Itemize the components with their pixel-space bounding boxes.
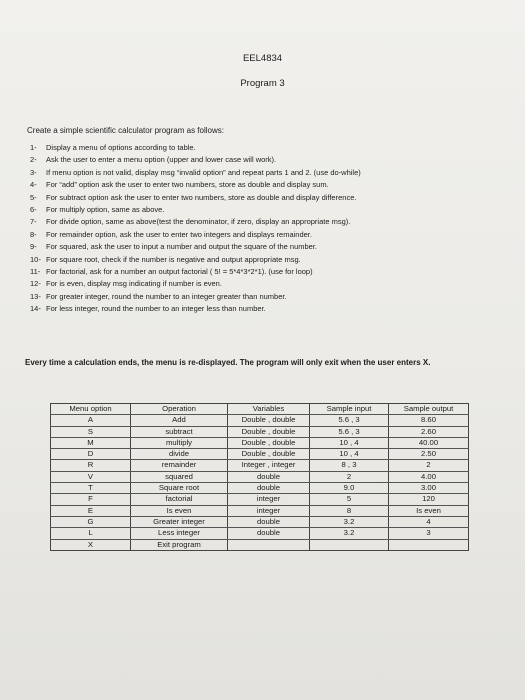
table-cell: 2 (389, 460, 469, 471)
table-cell: 10 , 4 (310, 449, 389, 460)
list-item (30, 142, 361, 154)
table-cell: V (51, 471, 131, 482)
table-row (51, 494, 469, 505)
list-item-text: For multiply option, same as above. (46, 205, 165, 215)
list-item-text: For subtract option ask the user to enter two numbers, store as double and display difference. (46, 192, 357, 202)
table-cell: 4.00 (389, 471, 469, 482)
table-cell: Less integer (131, 528, 228, 539)
column-header: Variables (228, 404, 310, 415)
table-row (51, 471, 469, 482)
list-item-number: 4- (30, 180, 37, 190)
list-item-text: For greater integer, round the number to an integer greater than number. (46, 291, 287, 301)
table-cell: E (51, 505, 131, 516)
table-cell: Double , double (228, 415, 310, 426)
list-item (30, 278, 361, 290)
table-cell: divide (131, 449, 228, 460)
table-cell: subtract (131, 426, 228, 437)
table-cell: A (51, 415, 131, 426)
list-item (30, 179, 361, 191)
table-cell: double (228, 471, 310, 482)
table-cell: T (51, 483, 131, 494)
table-cell (389, 539, 469, 550)
list-item-text: For square root, check if the number is negative and output appropriate msg. (46, 254, 301, 264)
table-cell: S (51, 426, 131, 437)
table-cell: double (228, 483, 310, 494)
list-item-number: 8- (30, 229, 37, 239)
table-cell: Double , double (228, 449, 310, 460)
list-item (30, 154, 361, 166)
list-item-number: 7- (30, 217, 37, 227)
list-item-number: 5- (30, 192, 37, 202)
table-cell: 3.00 (389, 483, 469, 494)
table-cell (310, 539, 389, 550)
list-item-number: 10- (30, 254, 41, 264)
menu-note: Every time a calculation ends, the menu is re-displayed. The program will only exit when the user enters X. (25, 358, 431, 367)
table-cell: Is even (389, 505, 469, 516)
requirements-list (30, 142, 361, 316)
list-item (30, 291, 361, 303)
table-cell: 5.6 , 3 (310, 415, 389, 426)
list-item-text: For factorial, ask for a number an output factorial ( 5! = 5*4*3*2*1). (use for loop) (46, 267, 313, 277)
list-item (30, 229, 361, 241)
table-row (51, 516, 469, 527)
table-cell: Double , double (228, 437, 310, 448)
table-cell: 8 , 3 (310, 460, 389, 471)
list-item-number: 13- (30, 291, 41, 301)
table-cell: 8 (310, 505, 389, 516)
table-row (51, 505, 469, 516)
table-cell: 10 , 4 (310, 437, 389, 448)
list-item (30, 303, 361, 315)
table-row (51, 539, 469, 550)
list-item-text: Display a menu of options according to table. (46, 143, 196, 152)
column-header: Sample input (310, 404, 389, 415)
table-cell: Is even (131, 505, 228, 516)
table-cell: L (51, 528, 131, 539)
table-cell: integer (228, 505, 310, 516)
table-body (51, 415, 469, 551)
table-cell: G (51, 516, 131, 527)
list-item-number: 11- (30, 267, 41, 277)
table-cell: 2.60 (389, 426, 469, 437)
table-cell: 9.0 (310, 483, 389, 494)
table-cell: F (51, 494, 131, 505)
table-cell: remainder (131, 460, 228, 471)
table-cell: 8.60 (389, 415, 469, 426)
table-cell: D (51, 449, 131, 460)
intro-text: Create a simple scientific calculator program as follows: (27, 126, 224, 135)
list-item-text: For “add” option ask the user to enter two numbers, store as double and display sum. (46, 180, 329, 190)
list-item-number: 14- (30, 304, 41, 314)
table-cell: 3 (389, 528, 469, 539)
table-cell: 4 (389, 516, 469, 527)
table-cell (228, 539, 310, 550)
table-row (51, 449, 469, 460)
table-cell: 5 (310, 494, 389, 505)
list-item-number: 12- (30, 279, 41, 289)
list-item-number: 6- (30, 205, 37, 215)
list-item-text: For squared, ask the user to input a number and output the square of the number. (46, 242, 318, 252)
list-item-text: If menu option is not valid, display msg “invalid option” and repeat parts 1 and 2. (use do-while) (46, 167, 361, 177)
table-cell: Exit program (131, 539, 228, 550)
column-header: Menu option (51, 404, 131, 415)
list-item-number: 3- (30, 167, 37, 177)
course-code: EEL4834 (242, 53, 283, 64)
list-item-number: 9- (30, 242, 37, 252)
list-item (30, 241, 361, 253)
table-row (51, 437, 469, 448)
list-item-number: 2- (30, 155, 37, 165)
table-cell: factorial (131, 494, 228, 505)
list-item (30, 266, 361, 278)
table-cell: Integer , integer (228, 460, 310, 471)
table-row (51, 528, 469, 539)
table-cell: 2 (310, 471, 389, 482)
list-item (30, 167, 361, 179)
column-header: Operation (131, 404, 228, 415)
list-item (30, 216, 361, 228)
table-cell: 120 (389, 494, 469, 505)
list-item-text: For less integer, round the number to an integer less than number. (46, 304, 266, 314)
table-cell: 5.6 , 3 (310, 426, 389, 437)
table-cell: 2.50 (389, 449, 469, 460)
table-header-row (51, 404, 469, 415)
table-cell: Greater integer (131, 516, 228, 527)
table-cell: M (51, 437, 131, 448)
list-item (30, 254, 361, 266)
table-cell: 40.00 (389, 437, 469, 448)
table-cell: 3.2 (310, 516, 389, 527)
table-cell: double (228, 528, 310, 539)
table-cell: R (51, 460, 131, 471)
table-cell: X (51, 539, 131, 550)
table-cell: double (228, 516, 310, 527)
table-cell: 3.2 (310, 528, 389, 539)
table-row (51, 415, 469, 426)
table-cell: Double , double (228, 426, 310, 437)
table-cell: Square root (131, 483, 228, 494)
table-cell: Add (131, 415, 228, 426)
program-title: Program 3 (240, 78, 285, 89)
table-cell: multiply (131, 437, 228, 448)
table-row (51, 460, 469, 471)
menu-table (50, 403, 469, 551)
list-item (30, 204, 361, 216)
list-item (30, 192, 361, 204)
list-item-number: 1- (30, 143, 37, 152)
column-header: Sample output (389, 404, 469, 415)
table-row (51, 426, 469, 437)
table-row (51, 483, 469, 494)
table-cell: squared (131, 471, 228, 482)
list-item-text: For divide option, same as above(test the denominator, if zero, display an appropriate msg). (46, 217, 351, 227)
list-item-text: For is even, display msg indicating if number is even. (46, 279, 222, 289)
list-item-text: For remainder option, ask the user to enter two integers and displays remainder. (46, 229, 312, 239)
table-cell: integer (228, 494, 310, 505)
list-item-text: Ask the user to enter a menu option (upper and lower case will work). (46, 155, 277, 165)
